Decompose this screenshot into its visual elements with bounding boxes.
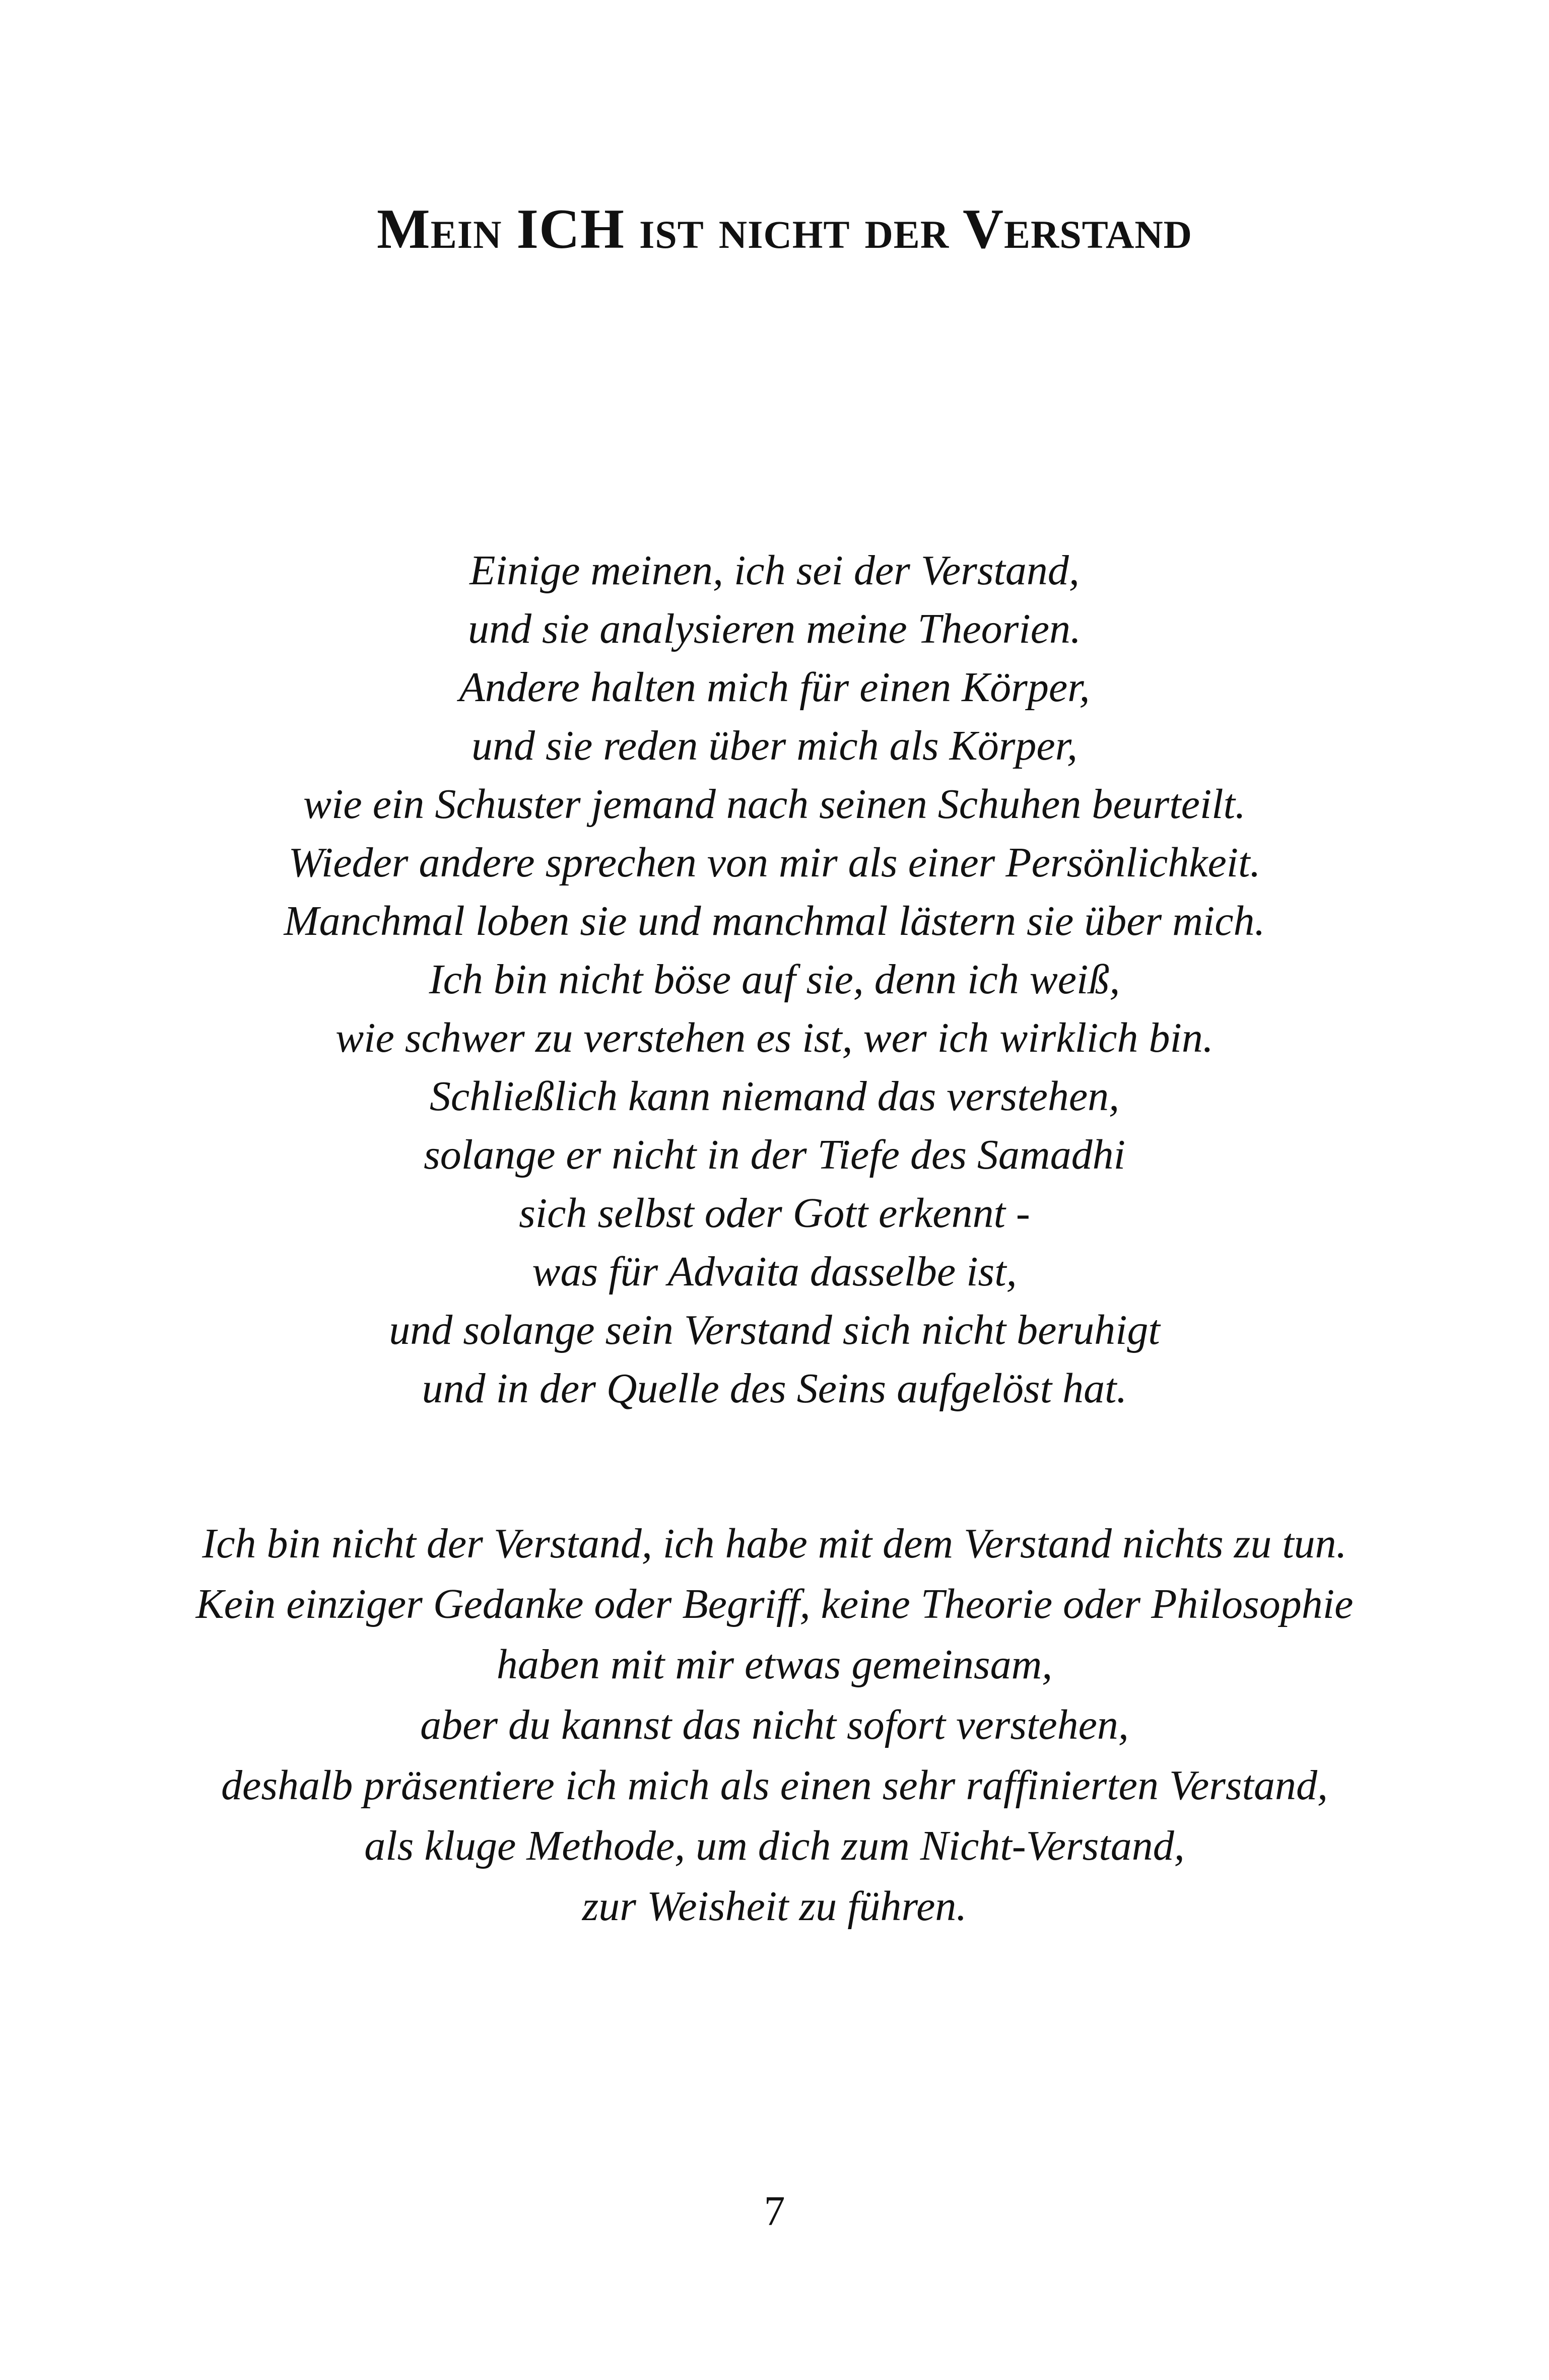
poem-line: als kluge Methode, um dich zum Nicht-Verstand, xyxy=(364,1822,1185,1869)
poem-line: wie ein Schuster jemand nach seinen Schuhen beurteilt. xyxy=(303,781,1246,828)
poem-line: Manchmal loben sie und manchmal lästern sie über mich. xyxy=(284,898,1265,944)
poem-line: solange er nicht in der Tiefe des Samadhi xyxy=(424,1131,1125,1178)
poem-line: wie schwer zu verstehen es ist, wer ich wirklich bin. xyxy=(335,1014,1214,1061)
poem-line: Wieder andere sprechen von mir als einer Persönlichkeit. xyxy=(288,839,1261,886)
poem-line: Schließlich kann niemand das verstehen, xyxy=(429,1073,1120,1120)
poem-line: sich selbst oder Gott erkennt - xyxy=(519,1190,1030,1237)
poem-line: Ich bin nicht der Verstand, ich habe mit dem Verstand nichts zu tun. xyxy=(202,1520,1347,1567)
poem-line: Einige meinen, ich sei der Verstand, xyxy=(469,547,1080,594)
poem-stanza-2 xyxy=(0,1514,1549,1937)
poem-line: Kein einziger Gedanke oder Begriff, keine Theorie oder Philosophie xyxy=(195,1581,1354,1627)
poem-line: und in der Quelle des Seins aufgelöst hat. xyxy=(422,1365,1127,1412)
poem-line: deshalb präsentiere ich mich als einen sehr raffinierten Verstand, xyxy=(221,1762,1328,1809)
poem-line: Ich bin nicht böse auf sie, denn ich weiß, xyxy=(429,956,1120,1003)
page-title: Mein ICH ist nicht der Verstand xyxy=(377,198,1192,260)
poem-stanza-1 xyxy=(0,541,1549,1418)
poem-line: haben mit mir etwas gemeinsam, xyxy=(496,1641,1053,1688)
poem-line: und sie analysieren meine Theorien. xyxy=(468,605,1081,652)
poem-line: zur Weisheit zu führen. xyxy=(582,1883,967,1930)
poem-line: Andere halten mich für einen Körper, xyxy=(459,664,1090,711)
poem-line: und solange sein Verstand sich nicht beruhigt xyxy=(389,1307,1160,1353)
page-number: 7 xyxy=(764,2188,785,2234)
poem-line: und sie reden über mich als Körper, xyxy=(471,722,1078,769)
poem-line: was für Advaita dasselbe ist, xyxy=(532,1248,1017,1295)
poem-line: aber du kannst das nicht sofort verstehen, xyxy=(420,1702,1129,1748)
